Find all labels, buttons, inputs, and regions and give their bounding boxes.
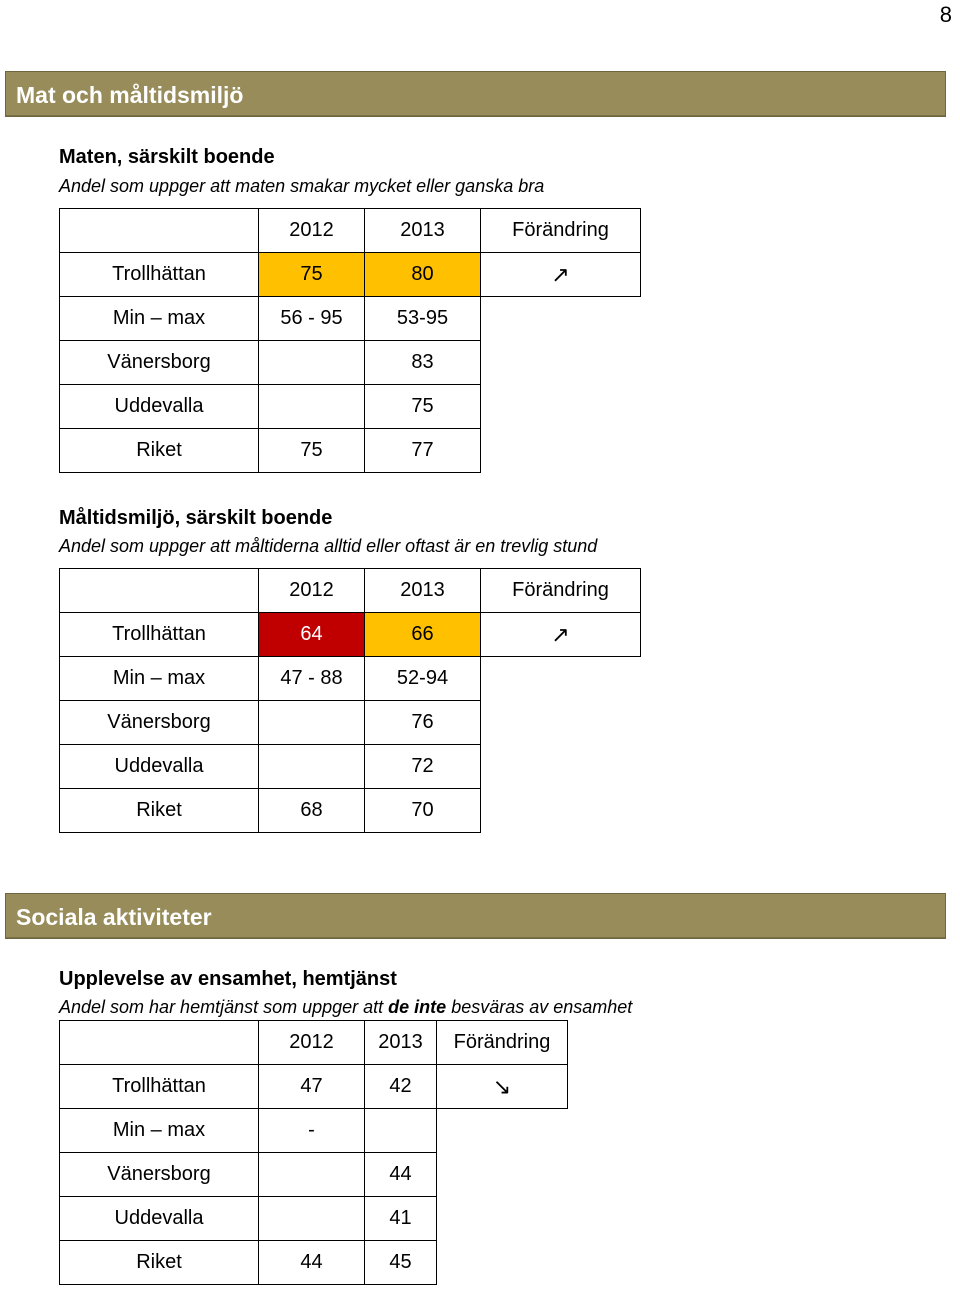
header-cell-change: Förändring	[437, 1021, 568, 1065]
empty-cell	[481, 341, 641, 385]
empty-cell	[481, 385, 641, 429]
row-label: Min – max	[60, 657, 259, 701]
value-2013: 66	[365, 613, 481, 657]
block-subtitle-maltidsmiljo: Andel som uppger att måltiderna alltid eller oftast är en trevlig stund	[59, 536, 598, 556]
value-2013: 75	[365, 385, 481, 429]
header-cell-empty	[60, 209, 259, 253]
value-2012: 75	[259, 253, 365, 297]
header-cell-2012: 2012	[259, 569, 365, 613]
page-number: 8	[939, 2, 952, 27]
arrow-down-right-icon: ↘	[437, 1065, 568, 1109]
table-maten	[59, 208, 641, 473]
row-label: Vänersborg	[60, 1153, 259, 1197]
row-label: Uddevalla	[60, 745, 259, 789]
value-2012: 56 - 95	[259, 297, 365, 341]
section-header-mat: Mat och måltidsmiljö	[5, 71, 946, 117]
value-2012: 64	[259, 613, 365, 657]
value-2012: 75	[259, 429, 365, 473]
row-label: Min – max	[60, 1109, 259, 1153]
header-cell-2012: 2012	[259, 209, 365, 253]
table-header-row	[60, 209, 641, 253]
value-2013: 77	[365, 429, 481, 473]
value-2013: 53-95	[365, 297, 481, 341]
row-label: Trollhättan	[60, 1065, 259, 1109]
table-row	[60, 657, 641, 701]
block-title-maltidsmiljo: Måltidsmiljö, särskilt boende	[59, 507, 333, 529]
value-2013: 70	[365, 789, 481, 833]
table-header-row	[60, 1021, 568, 1065]
value-2012	[259, 701, 365, 745]
empty-cell	[481, 745, 641, 789]
table-row	[60, 1109, 568, 1153]
table-row	[60, 385, 641, 429]
empty-cell	[481, 429, 641, 473]
header-cell-change: Förändring	[481, 209, 641, 253]
table-row	[60, 1153, 568, 1197]
value-2013: 72	[365, 745, 481, 789]
row-label: Riket	[60, 789, 259, 833]
header-cell-2013: 2013	[365, 209, 481, 253]
value-2013: 76	[365, 701, 481, 745]
value-2012: 47	[259, 1065, 365, 1109]
table-row	[60, 1065, 568, 1109]
value-2012	[259, 385, 365, 429]
table-row	[60, 1197, 568, 1241]
arrow-up-right-icon: ↗	[481, 253, 641, 297]
table-row	[60, 429, 641, 473]
value-2012: -	[259, 1109, 365, 1153]
table-row	[60, 701, 641, 745]
arrow-up-right-icon: ↗	[481, 613, 641, 657]
table-header-row	[60, 569, 641, 613]
header-cell-2012: 2012	[259, 1021, 365, 1065]
row-label: Vänersborg	[60, 701, 259, 745]
value-2013: 83	[365, 341, 481, 385]
value-2012	[259, 745, 365, 789]
value-2012	[259, 341, 365, 385]
row-label: Trollhättan	[60, 613, 259, 657]
empty-cell	[437, 1241, 568, 1285]
empty-cell	[437, 1197, 568, 1241]
header-cell-change: Förändring	[481, 569, 641, 613]
value-2013: 80	[365, 253, 481, 297]
section-header-sociala: Sociala aktiviteter	[5, 893, 946, 939]
empty-cell	[437, 1153, 568, 1197]
value-2013	[365, 1109, 437, 1153]
value-2012	[259, 1153, 365, 1197]
header-cell-empty	[60, 569, 259, 613]
row-label: Riket	[60, 1241, 259, 1285]
header-cell-2013: 2013	[365, 1021, 437, 1065]
value-2012: 47 - 88	[259, 657, 365, 701]
table-row	[60, 613, 641, 657]
empty-cell	[481, 701, 641, 745]
row-label: Uddevalla	[60, 1197, 259, 1241]
value-2012: 68	[259, 789, 365, 833]
row-label: Min – max	[60, 297, 259, 341]
value-2012	[259, 1197, 365, 1241]
value-2013: 41	[365, 1197, 437, 1241]
table-row	[60, 341, 641, 385]
block-subtitle-ensamhet: Andel som har hemtjänst som uppger att de inte besväras av ensamhet	[59, 997, 633, 1017]
table-row	[60, 789, 641, 833]
table-maltidsmiljo	[59, 568, 641, 833]
header-cell-empty	[60, 1021, 259, 1065]
empty-cell	[481, 297, 641, 341]
empty-cell	[481, 657, 641, 701]
row-label: Riket	[60, 429, 259, 473]
empty-cell	[437, 1109, 568, 1153]
empty-cell	[481, 789, 641, 833]
value-2012: 44	[259, 1241, 365, 1285]
row-label: Uddevalla	[60, 385, 259, 429]
row-label: Vänersborg	[60, 341, 259, 385]
header-cell-2013: 2013	[365, 569, 481, 613]
table-row	[60, 253, 641, 297]
table-row	[60, 297, 641, 341]
table-ensamhet	[59, 1020, 568, 1285]
table-row	[60, 1241, 568, 1285]
table-row	[60, 745, 641, 789]
block-subtitle-maten: Andel som uppger att maten smakar mycket eller ganska bra	[59, 176, 545, 196]
value-2013: 42	[365, 1065, 437, 1109]
value-2013: 45	[365, 1241, 437, 1285]
value-2013: 52-94	[365, 657, 481, 701]
block-title-ensamhet: Upplevelse av ensamhet, hemtjänst	[59, 968, 397, 990]
value-2013: 44	[365, 1153, 437, 1197]
block-title-maten: Maten, särskilt boende	[59, 146, 275, 168]
row-label: Trollhättan	[60, 253, 259, 297]
